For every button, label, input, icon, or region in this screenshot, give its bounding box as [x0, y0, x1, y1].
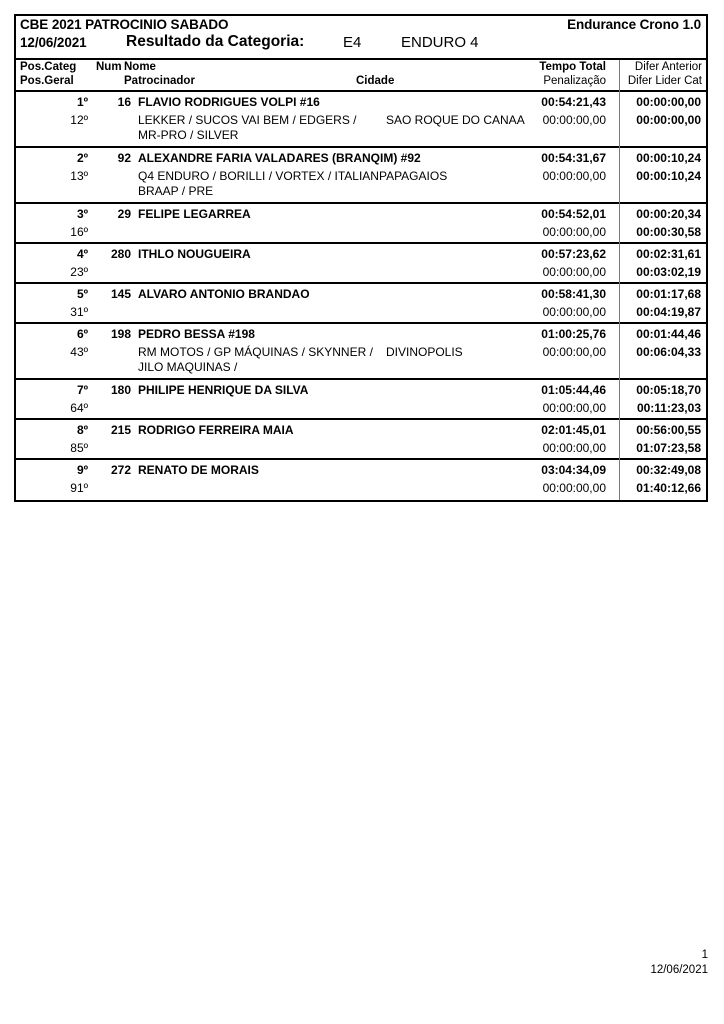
row-nome: RENATO DE MORAIS — [138, 463, 259, 477]
table-row — [16, 92, 706, 148]
row-pos-geral: 31º — [70, 305, 88, 319]
row-tempo-total: 00:54:21,43 — [541, 95, 606, 109]
row-difer-anterior: 00:02:31,61 — [636, 247, 701, 261]
row-tempo-total: 02:01:45,01 — [541, 423, 606, 437]
row-nome: ALEXANDRE FARIA VALADARES (BRANQIM) #92 — [138, 151, 421, 165]
column-header-difer-anterior: Difer Anterior — [634, 61, 702, 73]
table-row — [16, 204, 706, 244]
row-difer-anterior: 00:01:44,46 — [636, 327, 701, 341]
column-header-penalizacao: Penalização — [543, 75, 606, 87]
row-pos-categ: 7º — [76, 383, 88, 397]
row-difer-anterior: 00:32:49,08 — [636, 463, 701, 477]
row-penalizacao: 00:00:00,00 — [542, 169, 606, 183]
row-num: 215 — [110, 423, 131, 437]
row-nome: RODRIGO FERREIRA MAIA — [138, 423, 294, 437]
results-table-body — [16, 92, 706, 500]
row-pos-categ: 1º — [76, 95, 88, 109]
row-num: 29 — [117, 207, 131, 221]
row-pos-geral: 23º — [70, 265, 88, 279]
row-penalizacao: 00:00:00,00 — [542, 225, 606, 239]
row-pos-categ: 8º — [76, 423, 88, 437]
table-row — [16, 460, 706, 500]
row-tempo-total: 01:05:44,46 — [541, 383, 606, 397]
table-row — [16, 148, 706, 204]
row-patrocinador-line1: RM MOTOS / GP MÁQUINAS / SKYNNER / — [138, 345, 373, 359]
category-code: E4 — [343, 34, 362, 51]
row-difer-lider-cat: 00:11:23,03 — [636, 401, 701, 415]
table-row — [16, 420, 706, 460]
row-pos-categ: 5º — [76, 287, 88, 301]
row-pos-geral: 85º — [70, 441, 88, 455]
footer-date: 12/06/2021 — [650, 964, 708, 976]
row-num: 16 — [117, 95, 131, 109]
row-pos-geral: 13º — [70, 169, 88, 183]
row-difer-lider-cat: 01:07:23,58 — [636, 441, 701, 455]
column-header-pos-geral: Pos.Geral — [20, 75, 74, 87]
row-nome: ALVARO ANTONIO BRANDAO — [138, 287, 310, 301]
row-difer-anterior: 00:00:20,34 — [636, 207, 701, 221]
table-row — [16, 244, 706, 284]
row-pos-categ: 9º — [76, 463, 88, 477]
row-penalizacao: 00:00:00,00 — [542, 265, 606, 279]
results-report — [14, 14, 708, 502]
row-pos-geral: 12º — [70, 113, 88, 127]
column-header-nome: Nome — [124, 61, 156, 73]
table-column-headers — [16, 60, 706, 92]
row-difer-lider-cat: 01:40:12,66 — [636, 481, 701, 495]
row-tempo-total: 03:04:34,09 — [541, 463, 606, 477]
row-difer-anterior: 00:56:00,55 — [636, 423, 701, 437]
row-difer-lider-cat: 00:00:30,58 — [636, 225, 701, 239]
row-nome: FLAVIO RODRIGUES VOLPI #16 — [138, 95, 320, 109]
row-penalizacao: 00:00:00,00 — [542, 305, 606, 319]
row-pos-categ: 3º — [76, 207, 88, 221]
row-patrocinador-line1: LEKKER / SUCOS VAI BEM / EDGERS / — [138, 113, 357, 127]
row-difer-anterior: 00:05:18,70 — [636, 383, 701, 397]
table-row — [16, 324, 706, 380]
row-tempo-total: 00:54:52,01 — [541, 207, 606, 221]
row-penalizacao: 00:00:00,00 — [542, 401, 606, 415]
row-penalizacao: 00:00:00,00 — [542, 345, 606, 359]
footer-page-number: 1 — [701, 949, 708, 961]
row-tempo-total: 00:57:23,62 — [541, 247, 606, 261]
row-pos-geral: 16º — [70, 225, 88, 239]
row-difer-anterior: 00:00:00,00 — [636, 95, 701, 109]
row-num: 92 — [117, 151, 131, 165]
event-title: CBE 2021 PATROCINIO SABADO — [20, 17, 229, 32]
row-difer-lider-cat: 00:06:04,33 — [636, 345, 701, 359]
row-penalizacao: 00:00:00,00 — [542, 481, 606, 495]
software-name: Endurance Crono 1.0 — [567, 17, 701, 32]
row-nome: ITHLO NOUGUEIRA — [138, 247, 251, 261]
row-tempo-total: 00:58:41,30 — [541, 287, 606, 301]
row-difer-anterior: 00:01:17,68 — [636, 287, 701, 301]
row-pos-geral: 43º — [70, 345, 88, 359]
row-difer-anterior: 00:00:10,24 — [636, 151, 701, 165]
row-cidade: SAO ROQUE DO CANAA — [386, 113, 525, 127]
column-header-cidade: Cidade — [356, 75, 395, 87]
category-name: ENDURO 4 — [401, 34, 479, 51]
row-tempo-total: 00:54:31,67 — [541, 151, 606, 165]
row-num: 198 — [110, 327, 131, 341]
row-nome: FELIPE LEGARREA — [138, 207, 251, 221]
column-divider — [619, 60, 620, 500]
row-num: 180 — [110, 383, 131, 397]
row-patrocinador-line2: BRAAP / PRE — [138, 184, 214, 198]
row-num: 145 — [110, 287, 131, 301]
column-header-pos-categ: Pos.Categ — [20, 61, 77, 73]
row-pos-categ: 4º — [76, 247, 88, 261]
row-difer-lider-cat: 00:04:19,87 — [636, 305, 701, 319]
row-pos-categ: 2º — [76, 151, 88, 165]
row-patrocinador-line1: Q4 ENDURO / BORILLI / VORTEX / ITALIANPAPAGAIOS — [138, 169, 448, 183]
row-pos-geral: 64º — [70, 401, 88, 415]
row-tempo-total: 01:00:25,76 — [541, 327, 606, 341]
row-cidade: DIVINOPOLIS — [386, 345, 463, 359]
report-title-block — [16, 16, 706, 60]
row-difer-lider-cat: 00:03:02,19 — [636, 265, 701, 279]
row-num: 272 — [110, 463, 131, 477]
row-patrocinador-line2: MR-PRO / SILVER — [138, 128, 239, 142]
row-difer-lider-cat: 00:00:00,00 — [636, 113, 701, 127]
result-label: Resultado da Categoria: — [126, 33, 305, 50]
row-pos-categ: 6º — [76, 327, 88, 341]
row-patrocinador-line2: JILO MAQUINAS / — [138, 360, 238, 374]
column-header-difer-lider-cat: Difer Lider Cat — [627, 75, 702, 87]
table-row — [16, 284, 706, 324]
row-penalizacao: 00:00:00,00 — [542, 441, 606, 455]
row-pos-geral: 91º — [70, 481, 88, 495]
column-header-num: Num — [96, 61, 122, 73]
row-nome: PHILIPE HENRIQUE DA SILVA — [138, 383, 309, 397]
table-row — [16, 380, 706, 420]
row-penalizacao: 00:00:00,00 — [542, 113, 606, 127]
column-header-patrocinador: Patrocinador — [124, 75, 195, 87]
row-difer-lider-cat: 00:00:10,24 — [636, 169, 701, 183]
row-num: 280 — [110, 247, 131, 261]
row-nome: PEDRO BESSA #198 — [138, 327, 255, 341]
report-date: 12/06/2021 — [20, 35, 87, 50]
column-header-tempo-total: Tempo Total — [539, 61, 606, 73]
page-footer — [650, 948, 708, 978]
